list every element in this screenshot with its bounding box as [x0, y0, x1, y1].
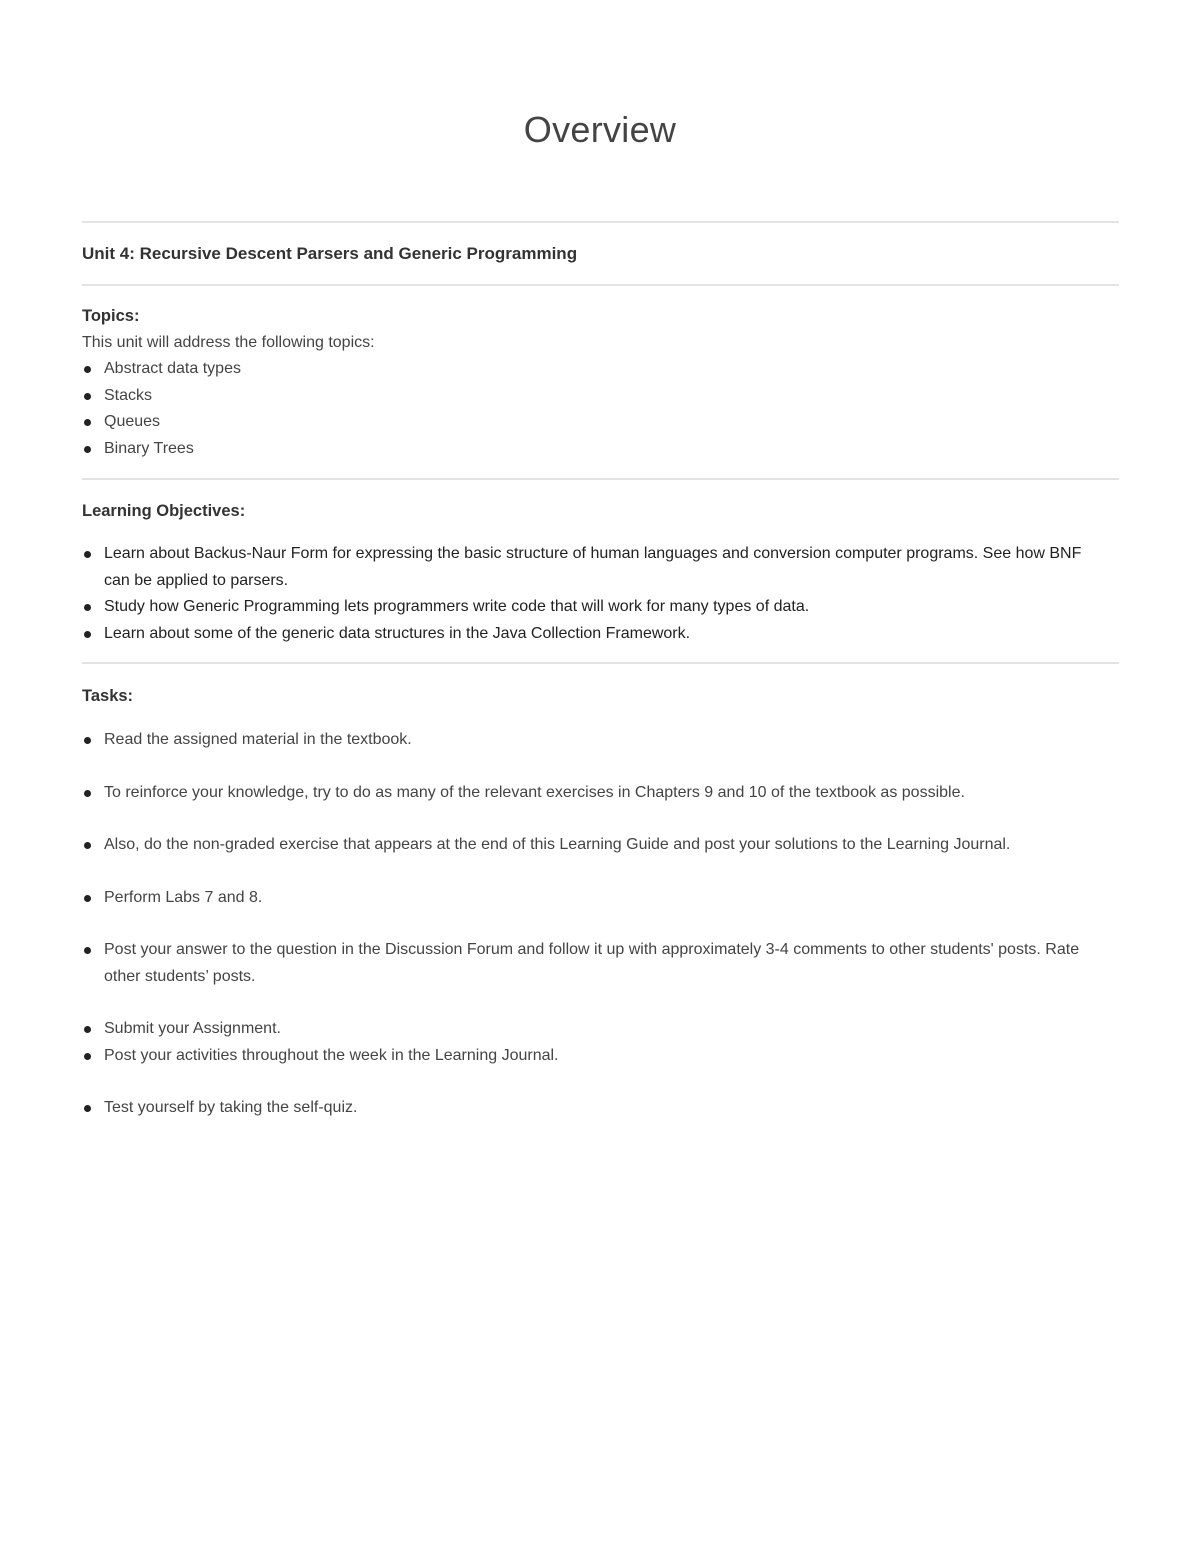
list-item — [82, 937, 1112, 990]
topic-text: Queues — [104, 413, 161, 430]
objective-text: Study how Generic Programming lets programmers write code that will work for many types of data. — [104, 598, 810, 615]
objectives-list — [82, 541, 1107, 647]
objective-text: Learn about some of the generic data structures in the Java Collection Framework. — [104, 624, 691, 642]
bullet-icon — [84, 1026, 91, 1033]
tasks-list — [82, 727, 1112, 1122]
topics-intro: This unit will address the following topics: — [82, 334, 375, 351]
task-text: Perform Labs 7 and 8. — [104, 888, 263, 906]
task-text: Also, do the non-graded exercise that appears at the end of this Learning Guide and post your solutions to the Learning Journal. — [104, 836, 1011, 853]
topics-list — [82, 356, 1102, 462]
task-text: Post your answer to the question in the Discussion Forum and follow it up with approximately 3-4 comments to other students' posts. Rate other students’ posts. — [104, 941, 1080, 985]
bullet-icon — [84, 737, 91, 744]
unit-heading: Unit 4: Recursive Descent Parsers and Generic Programming — [82, 244, 578, 263]
list-item — [82, 541, 1107, 594]
task-text: Post your activities throughout the week in the Learning Journal. — [104, 1046, 559, 1064]
bullet-icon — [84, 446, 91, 453]
bullet-icon — [84, 947, 91, 954]
list-item — [82, 1043, 1112, 1070]
bullet-icon — [84, 551, 91, 558]
bullet-icon — [84, 842, 91, 849]
objective-text: Learn about Backus-Naur Form for expressing the basic structure of human languages and conversion computer programs. See how BNF can be applied to parsers. — [104, 545, 1082, 589]
bullet-icon — [84, 604, 91, 611]
bullet-icon — [84, 790, 91, 797]
topic-text: Binary Trees — [104, 439, 194, 457]
list-item — [82, 621, 1107, 648]
task-text: Test yourself by taking the self-quiz. — [104, 1099, 358, 1116]
list-item — [82, 409, 1102, 436]
task-text: Read the assigned material in the textbook. — [104, 731, 412, 748]
topic-text: Abstract data types — [104, 360, 241, 377]
topics-label: Topics: — [82, 307, 140, 325]
divider — [82, 284, 1119, 286]
bullet-icon — [84, 631, 91, 638]
list-item — [82, 832, 1112, 859]
task-text: To reinforce your knowledge, try to do as many of the relevant exercises in Chapters 9 and 10 of the textbook as possible. — [104, 783, 965, 801]
list-item — [82, 356, 1102, 383]
bullet-icon — [84, 1053, 91, 1060]
topic-text: Stacks — [104, 386, 153, 404]
list-item — [82, 436, 1102, 463]
tasks-label: Tasks: — [82, 687, 134, 705]
list-item — [82, 1016, 1112, 1043]
list-item — [82, 727, 1112, 754]
list-item — [82, 885, 1112, 912]
list-item — [82, 780, 1112, 807]
bullet-icon — [84, 366, 91, 373]
divider — [82, 221, 1119, 223]
objectives-label: Learning Objectives: — [82, 502, 246, 520]
bullet-icon — [84, 895, 91, 902]
task-text: Submit your Assignment. — [104, 1020, 281, 1037]
list-item — [82, 383, 1102, 410]
bullet-icon — [84, 393, 91, 400]
page-title: Overview — [523, 109, 677, 150]
list-item — [82, 1095, 1112, 1122]
list-item — [82, 594, 1107, 621]
bullet-icon — [84, 419, 91, 426]
divider — [82, 478, 1119, 480]
bullet-icon — [84, 1105, 91, 1112]
divider — [82, 662, 1119, 664]
